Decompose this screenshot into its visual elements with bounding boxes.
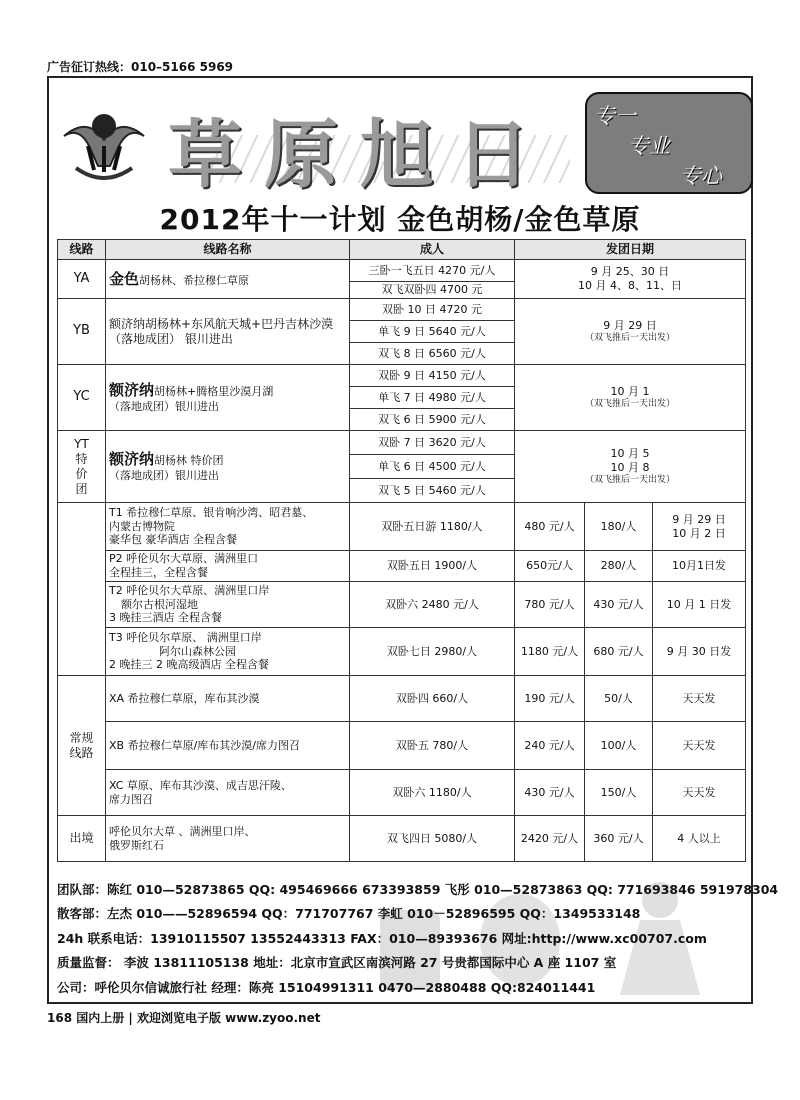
route-name bbox=[106, 431, 350, 503]
price: 双卧六 2480 元/人 bbox=[350, 582, 515, 628]
price: 单飞 7 日 4980 元/人 bbox=[350, 387, 515, 409]
departure-date bbox=[515, 260, 746, 299]
price: 双卧四 660/人 bbox=[350, 676, 515, 722]
route-name-line: 俄罗斯红石 bbox=[109, 838, 164, 852]
header-departure: 发团日期 bbox=[515, 240, 746, 260]
child-price: 680 元/人 bbox=[585, 628, 653, 676]
route-name: 额济纳胡杨林+东风航天城+巴丹吉林沙漠（落地成团） 银川进出 bbox=[106, 299, 350, 365]
route-name-line: 3 晚挂三酒店 全程含餐 bbox=[109, 611, 222, 625]
adult-price: 1180 元/人 bbox=[515, 628, 585, 676]
child-price: 180/人 bbox=[585, 503, 653, 551]
departure-date: 天天发 bbox=[653, 676, 746, 722]
regular-routes-label bbox=[58, 676, 106, 816]
footer-team-dept: 团队部：陈红 010—52873865 QQ: 495469666 673393859 飞彤 010—52873863 QQ: 771693846 591978304 bbox=[57, 882, 779, 897]
departure-date: 4 人以上 bbox=[653, 816, 746, 862]
route-name: XA 希拉穆仁草原，库布其沙漠 bbox=[106, 676, 350, 722]
adult-price: 480 元/人 bbox=[515, 503, 585, 551]
route-code: YA bbox=[58, 260, 106, 299]
table-row bbox=[58, 431, 746, 455]
price: 双卧五日 1900/人 bbox=[350, 551, 515, 582]
code-line: 价 bbox=[75, 466, 88, 481]
slogan-3: 专心 bbox=[680, 164, 722, 188]
price: 双卧五 780/人 bbox=[350, 722, 515, 770]
date-line: 10 月 4、8、11、日 bbox=[578, 279, 682, 292]
route-name-line: T3 呼伦贝尔草原、 满洲里口岸 bbox=[109, 630, 262, 644]
date-note: （双飞推后一天出发） bbox=[585, 332, 676, 343]
brand-name: 草原旭日 bbox=[168, 112, 552, 198]
header-route: 线路 bbox=[58, 240, 106, 260]
adult-price: 190 元/人 bbox=[515, 676, 585, 722]
child-price: 280/人 bbox=[585, 551, 653, 582]
route-name bbox=[106, 551, 350, 582]
route-name bbox=[106, 503, 350, 551]
departure-date: 9 月 30 日发 bbox=[653, 628, 746, 676]
table-header-row bbox=[58, 240, 746, 260]
header-adult: 成人 bbox=[350, 240, 515, 260]
route-name-highlight: 额济纳 bbox=[109, 450, 155, 469]
table-row bbox=[58, 816, 746, 862]
table-row bbox=[58, 770, 746, 816]
route-name-rest: 胡杨林、希拉穆仁草原 bbox=[139, 273, 250, 287]
footer-company: 公司：呼伦贝尔信诚旅行社 经理：陈亮 15104991311 0470—2880488 QQ:824011441 bbox=[57, 980, 596, 995]
price: 三卧一飞五日 4270 元/人 bbox=[350, 260, 515, 282]
route-name-line2: （落地成团）银川进出 bbox=[109, 400, 219, 413]
departure-date: 10月1日发 bbox=[653, 551, 746, 582]
route-name-line2: （落地成团）银川进出 bbox=[109, 469, 219, 482]
date-line: 9 月 29 日 bbox=[603, 319, 657, 332]
route-name-line: 内蒙古博物院 bbox=[109, 519, 175, 533]
route-name bbox=[106, 816, 350, 862]
route-name-line: 呼伦贝尔大草 、满洲里口岸、 bbox=[109, 824, 256, 838]
date-line: 10 月 1 bbox=[610, 385, 650, 398]
route-name-line: 席力图召 bbox=[109, 792, 153, 806]
adult-price: 240 元/人 bbox=[515, 722, 585, 770]
route-name-line: XC 草原、库布其沙漠、成吉思汗陵、 bbox=[109, 778, 292, 792]
table-row bbox=[58, 722, 746, 770]
departure-date: 天天发 bbox=[653, 722, 746, 770]
departure-date: 10 月 1 日发 bbox=[653, 582, 746, 628]
departure-date bbox=[515, 365, 746, 431]
route-name-highlight: 金色 bbox=[109, 269, 140, 288]
slogan-1: 专一 bbox=[594, 104, 636, 128]
empty-code-cell bbox=[58, 503, 106, 676]
date-line: 9 月 25、30 日 bbox=[590, 265, 670, 279]
route-name bbox=[106, 260, 350, 299]
route-table bbox=[57, 239, 746, 862]
table-row bbox=[58, 582, 746, 628]
table-row bbox=[58, 551, 746, 582]
child-price: 150/人 bbox=[585, 770, 653, 816]
company-logo bbox=[58, 96, 150, 188]
code-line: YT bbox=[74, 436, 89, 451]
footer-contact: 24h 联系电话：13910115507 13552443313 FAX：010—89393676 网址:http://www.xc00707.com bbox=[57, 931, 707, 946]
header-route-name: 线路名称 bbox=[106, 240, 350, 260]
child-price: 50/人 bbox=[585, 676, 653, 722]
route-name-rest: 胡杨林 特价团 bbox=[154, 454, 224, 468]
headline: 2012年十一计划 金色胡杨/金色草原 bbox=[159, 203, 641, 236]
route-name-rest: 胡杨林+腾格里沙漠月湖 bbox=[154, 385, 274, 399]
price: 双飞四日 5080/人 bbox=[350, 816, 515, 862]
route-name-line: 阿尔山森林公园 bbox=[159, 644, 236, 658]
price: 双卧 10 日 4720 元 bbox=[350, 299, 515, 321]
slogan-2: 专业 bbox=[628, 134, 670, 158]
date-line: 9 月 29 日 bbox=[672, 512, 726, 526]
adult-price: 430 元/人 bbox=[515, 770, 585, 816]
departure-date bbox=[515, 431, 746, 503]
departure-date: 天天发 bbox=[653, 770, 746, 816]
table-row bbox=[58, 503, 746, 551]
adult-price: 780 元/人 bbox=[515, 582, 585, 628]
price: 双飞 8 日 6560 元/人 bbox=[350, 343, 515, 365]
date-line: 10 月 8 bbox=[610, 460, 650, 474]
route-name-line: 2 晚挂三 2 晚高级酒店 全程含餐 bbox=[109, 658, 269, 672]
departure-date bbox=[515, 299, 746, 365]
price: 单飞 9 日 5640 元/人 bbox=[350, 321, 515, 343]
route-name bbox=[106, 770, 350, 816]
label-line: 线路 bbox=[69, 745, 94, 760]
route-code: YC bbox=[58, 365, 106, 431]
date-note: （双飞推后一天出发） bbox=[585, 474, 676, 485]
price: 双卧七日 2980/人 bbox=[350, 628, 515, 676]
price: 双飞 6 日 5900 元/人 bbox=[350, 409, 515, 431]
route-name bbox=[106, 628, 350, 676]
route-name-line: 全程挂三，全程含餐 bbox=[109, 566, 208, 579]
departure-date bbox=[653, 503, 746, 551]
route-name-line: 额尔古根河湿地 bbox=[121, 597, 198, 611]
footer-individual-dept: 散客部：左杰 010——52896594 QQ：771707767 李虹 010－52896595 QQ：1349533148 bbox=[57, 906, 641, 921]
table-row bbox=[58, 299, 746, 321]
route-name: XB 希拉穆仁草原/库布其沙漠/席力图召 bbox=[106, 722, 350, 770]
route-name-highlight: 额济纳 bbox=[109, 381, 155, 400]
price: 单飞 6 日 4500 元/人 bbox=[350, 455, 515, 479]
date-note: （双飞推后一天出发） bbox=[585, 398, 676, 409]
price: 双卧六 1180/人 bbox=[350, 770, 515, 816]
route-name-line: T2 呼伦贝尔大草原、满洲里口岸 bbox=[109, 583, 270, 597]
date-line: 10 月 2 日 bbox=[672, 526, 726, 540]
route-name-line: P2 呼伦贝尔大草原、满洲里口 bbox=[109, 552, 259, 566]
table-row bbox=[58, 365, 746, 387]
price: 双卧 7 日 3620 元/人 bbox=[350, 431, 515, 455]
price: 双卧五日游 1180/人 bbox=[350, 503, 515, 551]
route-code: YB bbox=[58, 299, 106, 365]
route-name-line: 豪华包 豪华酒店 全程含餐 bbox=[109, 533, 237, 547]
date-line: 10 月 5 bbox=[610, 447, 650, 461]
table-row bbox=[58, 676, 746, 722]
route-name bbox=[106, 365, 350, 431]
child-price: 100/人 bbox=[585, 722, 653, 770]
price: 双飞 5 日 5460 元/人 bbox=[350, 479, 515, 503]
code-line: 特 bbox=[75, 451, 88, 466]
label-line: 常规 bbox=[69, 730, 94, 745]
table-row bbox=[58, 260, 746, 282]
footer-quality-address: 质量监督： 李波 13811105138 地址：北京市宣武区南滨河路 27 号贵都国际中心 A 座 1107 室 bbox=[57, 955, 617, 970]
price: 双卧 9 日 4150 元/人 bbox=[350, 365, 515, 387]
route-name-line: T1 希拉穆仁草原、银肯响沙湾、昭君墓、 bbox=[109, 505, 314, 519]
child-price: 430 元/人 bbox=[585, 582, 653, 628]
ad-hotline: 广告征订热线：010–5166 5969 bbox=[47, 60, 234, 74]
table-row bbox=[58, 628, 746, 676]
route-code bbox=[58, 431, 106, 503]
child-price: 360 元/人 bbox=[585, 816, 653, 862]
page-folio: 168 国内上册 | 欢迎浏览电子版 www.zyoo.net bbox=[47, 1011, 321, 1025]
price: 双飞双卧四 4700 元 bbox=[350, 282, 515, 299]
outbound-label: 出境 bbox=[58, 816, 106, 862]
code-line: 团 bbox=[75, 481, 88, 496]
adult-price: 2420 元/人 bbox=[515, 816, 585, 862]
adult-price: 650元/人 bbox=[515, 551, 585, 582]
route-name bbox=[106, 582, 350, 628]
